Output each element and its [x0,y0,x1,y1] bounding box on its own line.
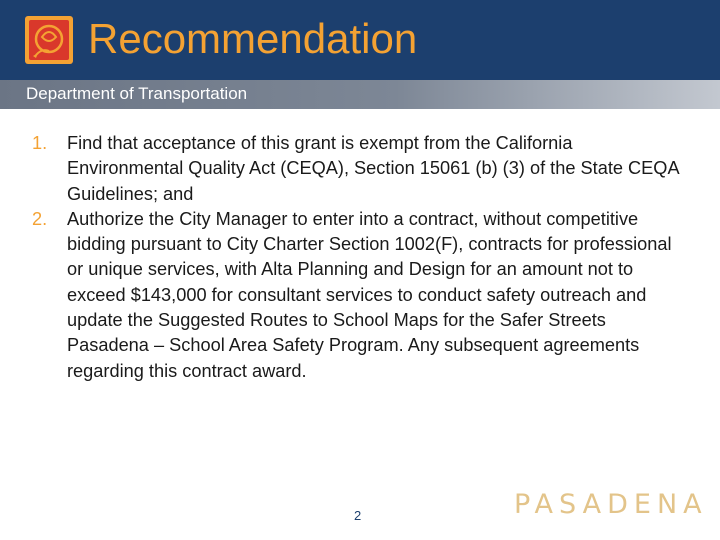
list-number: 1. [32,133,48,153]
page-number: 2 [354,508,362,523]
list-number: 2. [32,208,48,229]
department-subtitle: Department of Transportation [26,84,248,103]
list-item-text: Find that acceptance of this grant is exempt from the California Environmental Quality Act (CEQA), Section 15061 (b) (3) of the State CEQA Guidelines; and [67,133,679,204]
list-item-text: Authorize the City Manager to enter into a contract, without competitive bidding pursuant to City Charter Section 1002(F), contracts for professional or unique services, with Alta Planning and Design for an amount not to exceed $143,000 for consultant services to conduct safety outreach and update the Suggested Routes to School Maps for the Safer Streets Pasadena – School Area Safety Program. Any subsequent agreements regarding this contract award. [67,208,672,381]
pasadena-brand-logo: PASADENA [514,489,708,520]
page-title: Recommendation [88,15,418,62]
list-item [32,207,692,384]
list-item [32,131,692,207]
recommendation-list [32,131,692,384]
rose-logo-icon [24,15,74,65]
